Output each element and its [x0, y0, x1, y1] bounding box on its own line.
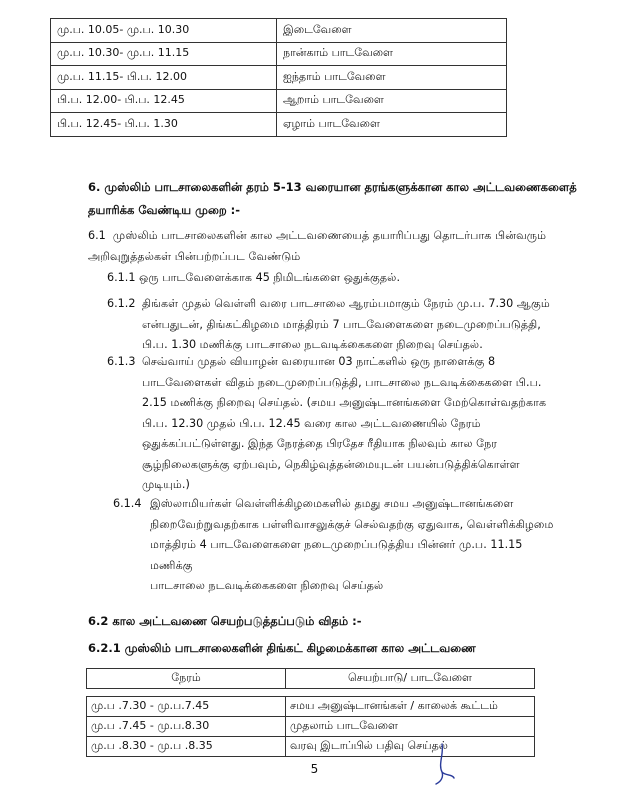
- period-cell: நான்காம் பாடவேளை: [277, 42, 507, 66]
- paragraph-line: பாடவேளைகள் விதம் நடைமுறைப்படுத்தி, பாடசாலை நடவடிக்கைகளை பி.ப.: [142, 375, 542, 389]
- table-row: [87, 737, 535, 757]
- period-cell: ஏழாம் பாடவேளை: [277, 113, 507, 137]
- paragraph-line: ஒதுக்கப்பட்டுள்ளது. இந்த நேரத்தை பிரதேச ரீதியாக நிலவும் கால நேர: [142, 437, 498, 450]
- section-6-2-heading: 6.2 கால அட்டவணை செயற்படுத்தப்படும் விதம் :-: [88, 614, 362, 628]
- table-row: [51, 89, 507, 113]
- paragraph-line: பாடசாலை நடவடிக்கைகளை நிறைவு செய்தல்: [150, 579, 384, 592]
- paragraph-line: செவ்வாய் முதல் வியாழன் வரையான 03 நாட்களில் ஒரு நாளைக்கு 8: [142, 355, 496, 368]
- column-header-activity: செயற்பாடு/ பாடவேளை: [286, 669, 535, 689]
- paragraph-number: 6.1: [88, 229, 106, 242]
- activity-cell: சமய அனுஷ்டானங்கள் / காலைக் கூட்டம்: [286, 697, 535, 717]
- time-cell: பி.ப. 12.45- பி.ப. 1.30: [51, 113, 277, 137]
- paragraph-number: 6.1.4: [113, 497, 142, 510]
- page-number: 5: [310, 762, 319, 776]
- paragraph-6-1-4: [150, 494, 565, 597]
- time-cell: மு.ப. 11.15- பி.ப. 12.00: [51, 66, 277, 90]
- paragraph-line: முடியும்.): [142, 478, 190, 491]
- table-row: [87, 717, 535, 737]
- table-row: [51, 66, 507, 90]
- column-header-time: நேரம்: [87, 669, 286, 689]
- table-row: [51, 113, 507, 137]
- paragraph-line: அறிவுறுத்தல்கள் பின்பற்றப்பட வேண்டும்: [88, 249, 301, 263]
- table-row: [87, 697, 535, 717]
- paragraph-number: 6.1.2: [107, 297, 136, 310]
- period-cell: இடைவேளை: [277, 19, 507, 43]
- paragraph-6-1: [88, 226, 558, 267]
- paragraph-line: பி.ப. 1.30 மணிக்கு பாடசாலை நடவடிக்கைகளை நிறைவு செய்தல்.: [142, 338, 483, 351]
- paragraph-number: 6.1.1: [107, 271, 136, 284]
- paragraph-line: மாத்திரம் 4 பாடவேளைகளை நடைமுறைப்படுத்திய பின்னர் மு.ப. 11.15 மணிக்கு: [150, 538, 523, 572]
- activity-cell: வரவு இடாப்பில் பதிவு செய்தல்: [286, 737, 535, 757]
- time-cell: மு.ப. 10.05- மு.ப. 10.30: [51, 19, 277, 43]
- table-row: [51, 19, 507, 43]
- paragraph-line: முஸ்லிம் பாடசாலைகளின் கால அட்டவணையைத் தயாரிப்பது தொடர்பாக பின்வரும்: [112, 229, 547, 242]
- activity-cell: முதலாம் பாடவேளை: [286, 717, 535, 737]
- time-cell: மு.ப. 10.30- மு.ப. 11.15: [51, 42, 277, 66]
- monday-timetable: [86, 668, 535, 757]
- paragraph-line: நிறைவேற்றுவதற்காக பள்ளிவாசலுக்குச் செல்வதற்கு ஏதுவாக, வெள்ளிக்கிழமை: [150, 517, 554, 531]
- paragraph-number: 6.1.3: [107, 355, 136, 368]
- section-6-heading-line2: தயாரிக்க வேண்டிய முறை :-: [88, 203, 241, 217]
- time-cell: மு.ப .8.30 - மு.ப .8.35: [87, 737, 286, 757]
- period-cell: ஆறாம் பாடவேளை: [277, 89, 507, 113]
- paragraph-6-1-1: [107, 268, 567, 289]
- table-header-row: [87, 669, 535, 689]
- table-row: [51, 42, 507, 66]
- paragraph-line: ஒரு பாடவேளைக்காக 45 நிமிடங்களை ஒதுக்குதல்.: [139, 271, 401, 284]
- paragraph-line: இஸ்லாமியர்கள் வெள்ளிக்கிழமைகளில் தமது சமய அனுஷ்டானங்களை: [150, 497, 514, 510]
- time-cell: மு.ப .7.30 - மு.ப.7.45: [87, 697, 286, 717]
- time-cell: பி.ப. 12.00- பி.ப. 12.45: [51, 89, 277, 113]
- time-cell: மு.ப .7.45 - மு.ப.8.30: [87, 717, 286, 737]
- paragraph-6-1-2: [142, 294, 557, 356]
- paragraph-line: 2.15 மணிக்கு நிறைவு செய்தல். (சமய அனுஷ்டானங்களை மேற்கொள்வதற்காக: [142, 396, 547, 409]
- paragraph-line: சூழ்நிலைகளுக்கு ஏற்பவும், நெகிழ்வுத்தன்மையுடன் பயன்படுத்திக்கொள்ள: [142, 457, 520, 471]
- paragraph-line: பி.ப. 12.30 முதல் பி.ப. 12.45 வரை கால அட்டவணையில் நேரம்: [142, 416, 481, 430]
- section-6-2-1-heading: 6.2.1 முஸ்லிம் பாடசாலைகளின் திங்கட் கிழமைக்கான கால அட்டவணை: [88, 641, 476, 655]
- paragraph-line: என்பதுடன், திங்கட்கிழமை மாத்திரம் 7 பாடவேளைகளை நடைமுறைப்படுத்தி,: [142, 317, 541, 331]
- paragraph-line: திங்கள் முதல் வெள்ளி வரை பாடசாலை ஆரம்பமாகும் நேரம் மு.ப. 7.30 ஆகும்: [142, 297, 550, 310]
- paragraph-6-1-3: [142, 352, 557, 496]
- section-6-heading-line1: 6. முஸ்லிம் பாடசாலைகளின் தரம் 5-13 வரையான தரங்களுக்கான கால அட்டவணைகளைத்: [88, 180, 577, 194]
- period-cell: ஐந்தாம் பாடவேளை: [277, 66, 507, 90]
- schedule-table-top: [50, 18, 507, 137]
